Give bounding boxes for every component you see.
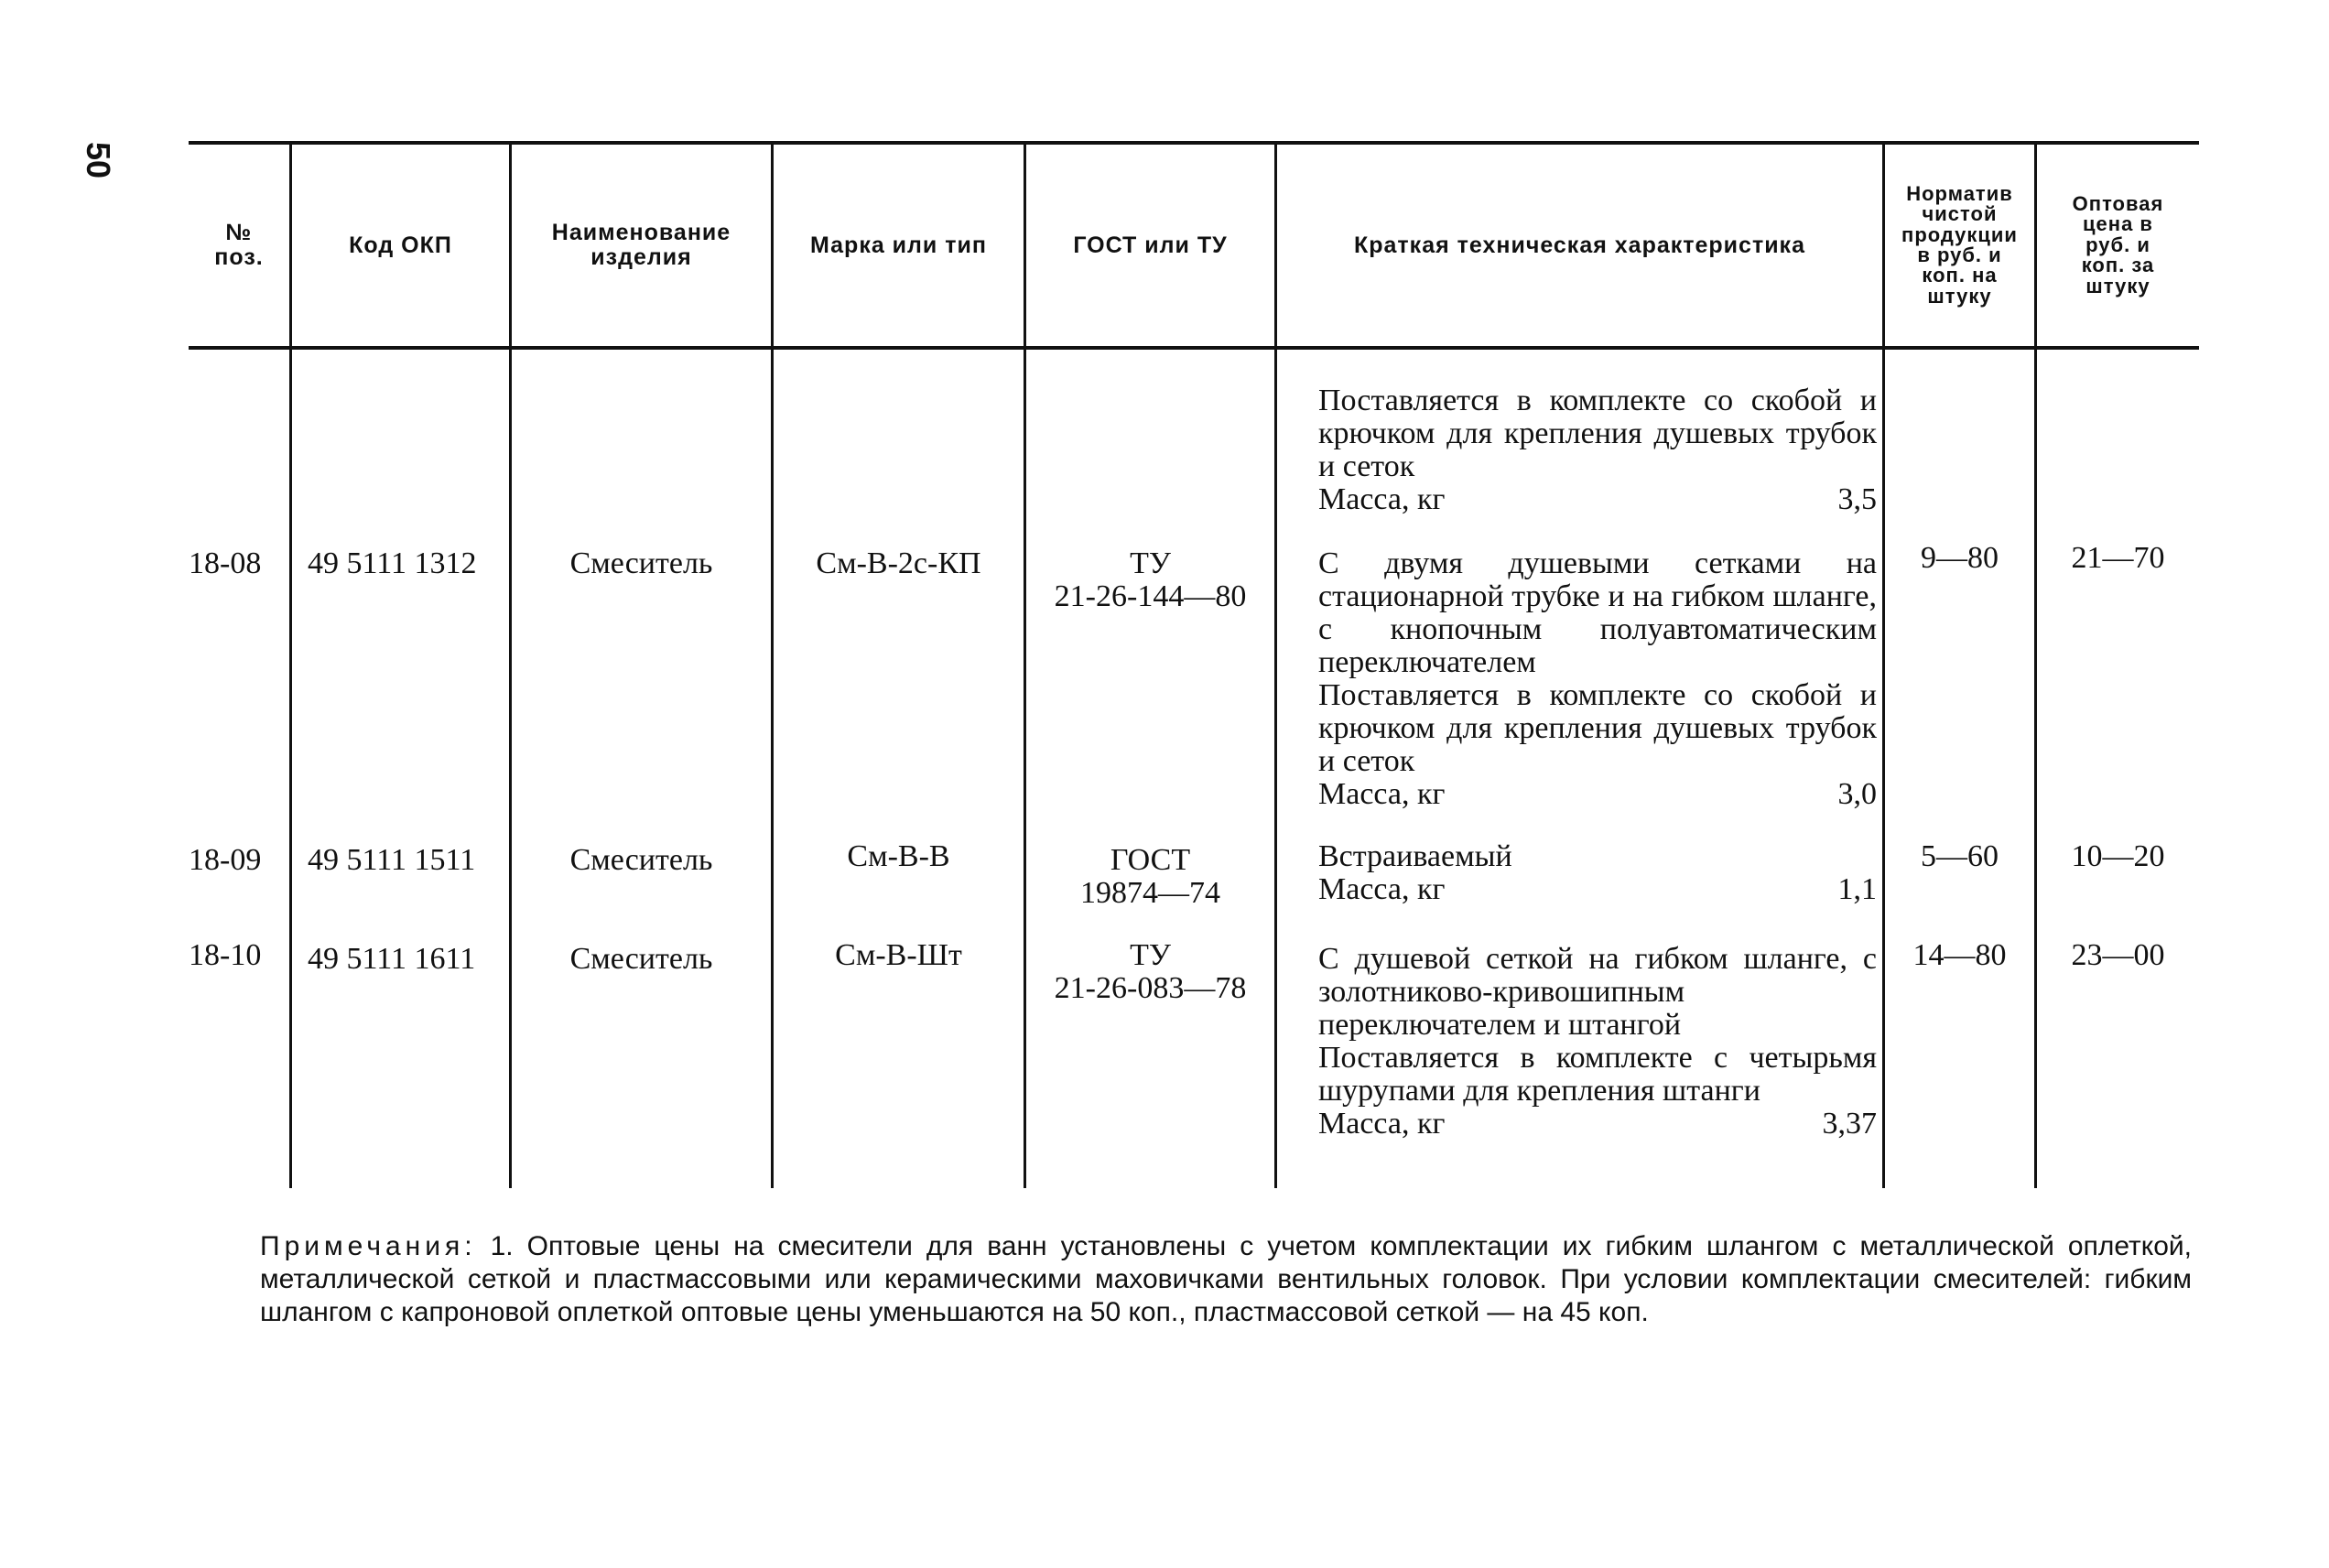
spec-continuation (1318, 384, 1877, 516)
header-name: Наименование изделия (551, 220, 731, 270)
mass-label: Масса, кг (1318, 777, 1446, 811)
notes-label: Примечания: (260, 1231, 477, 1261)
row-pos: 18-09 (189, 843, 262, 877)
header-okp: Код ОКП (349, 232, 452, 258)
row-brand: См-В-В (847, 839, 950, 873)
row-gost: ТУ 21-26-144—80 (1054, 546, 1247, 613)
row-pos: 18-08 (189, 546, 262, 580)
mass-line (1318, 778, 1877, 811)
mass-label: Масса, кг (1318, 482, 1446, 516)
header-brand: Марка или тип (810, 232, 987, 258)
mass-line (1318, 483, 1877, 516)
mass-value: 3,0 (1837, 777, 1877, 811)
row-name: Смеситель (569, 843, 713, 877)
header-gost: ГОСТ или ТУ (1073, 232, 1228, 258)
row-norm: 14—80 (1912, 938, 2007, 972)
header-spec: Краткая техническая характеристика (1354, 232, 1805, 258)
row-spec (1318, 943, 1877, 1141)
notes-text: 1. Оптовые цены на смесители для ванн установлены с учетом комплектации их гибким шлангом с металлической оплеткой, металлической сеткой и пластмассовыми или керамическими маховичками вентильных головок. При условии комплектации смесителей: гибким шлангом с капроновой оплеткой оптовые цены уменьшаются на 50 коп., пластмассовой сеткой — на 45 коп. (260, 1231, 2192, 1327)
row-okp: 49 5111 1611 (308, 942, 476, 976)
spec-text: Поставляется в комплекте со скобой и крючком для крепления душевых трубок и сеток (1318, 678, 1877, 778)
row-price: 21—70 (2071, 541, 2165, 575)
header-bottom-rule (189, 346, 2199, 350)
row-okp: 49 5111 1312 (308, 546, 477, 580)
row-spec (1318, 547, 1877, 811)
spec-text: С душевой сеткой на гибком шланге, с золотниково-кривошипным переключателем и штангой (1318, 942, 1877, 1042)
row-okp: 49 5111 1511 (308, 843, 476, 877)
spec-continuation-text: Поставляется в комплекте со скобой и крючком для крепления душевых трубок и сеток (1318, 384, 1877, 483)
row-price: 10—20 (2071, 839, 2165, 873)
mass-value: 3,37 (1822, 1107, 1877, 1141)
row-pos: 18-10 (189, 938, 262, 972)
row-brand: См-В-2с-КП (816, 546, 981, 580)
notes (260, 1230, 2192, 1329)
mass-label: Масса, кг (1318, 872, 1446, 906)
spec-text: Встраиваемый (1318, 839, 1512, 873)
header-pos: № поз. (214, 220, 264, 270)
row-name: Смеситель (569, 942, 713, 976)
mass-value: 3,5 (1837, 482, 1877, 516)
row-spec (1318, 840, 1877, 906)
spec-text: С двумя душевыми сетками на стационарной трубке и на гибком шланге, с кнопочным полуавтоматическим переключателем (1318, 546, 1877, 679)
spec-text: Поставляется в комплекте с четырьмя шурупами для крепления штанги (1318, 1041, 1877, 1108)
mass-line (1318, 1108, 1877, 1141)
header-norm: Норматив чистой продукции в руб. и коп. на штуку (1901, 181, 2018, 308)
row-price: 23—00 (2071, 938, 2165, 972)
row-name: Смеситель (569, 546, 713, 580)
row-gost: ГОСТ 19874—74 (1080, 843, 1220, 910)
mass-value: 1,1 (1837, 872, 1877, 906)
mass-line (1318, 873, 1877, 906)
header-price: Оптовая цена в руб. и коп. за штуку (2072, 191, 2164, 297)
row-norm: 5—60 (1921, 839, 1999, 873)
row-brand: См-В-Шт (835, 938, 962, 972)
row-norm: 9—80 (1921, 541, 1999, 575)
mass-label: Масса, кг (1318, 1107, 1446, 1141)
row-gost: ТУ 21-26-083—78 (1054, 938, 1247, 1005)
page-number: 50 (80, 142, 117, 179)
